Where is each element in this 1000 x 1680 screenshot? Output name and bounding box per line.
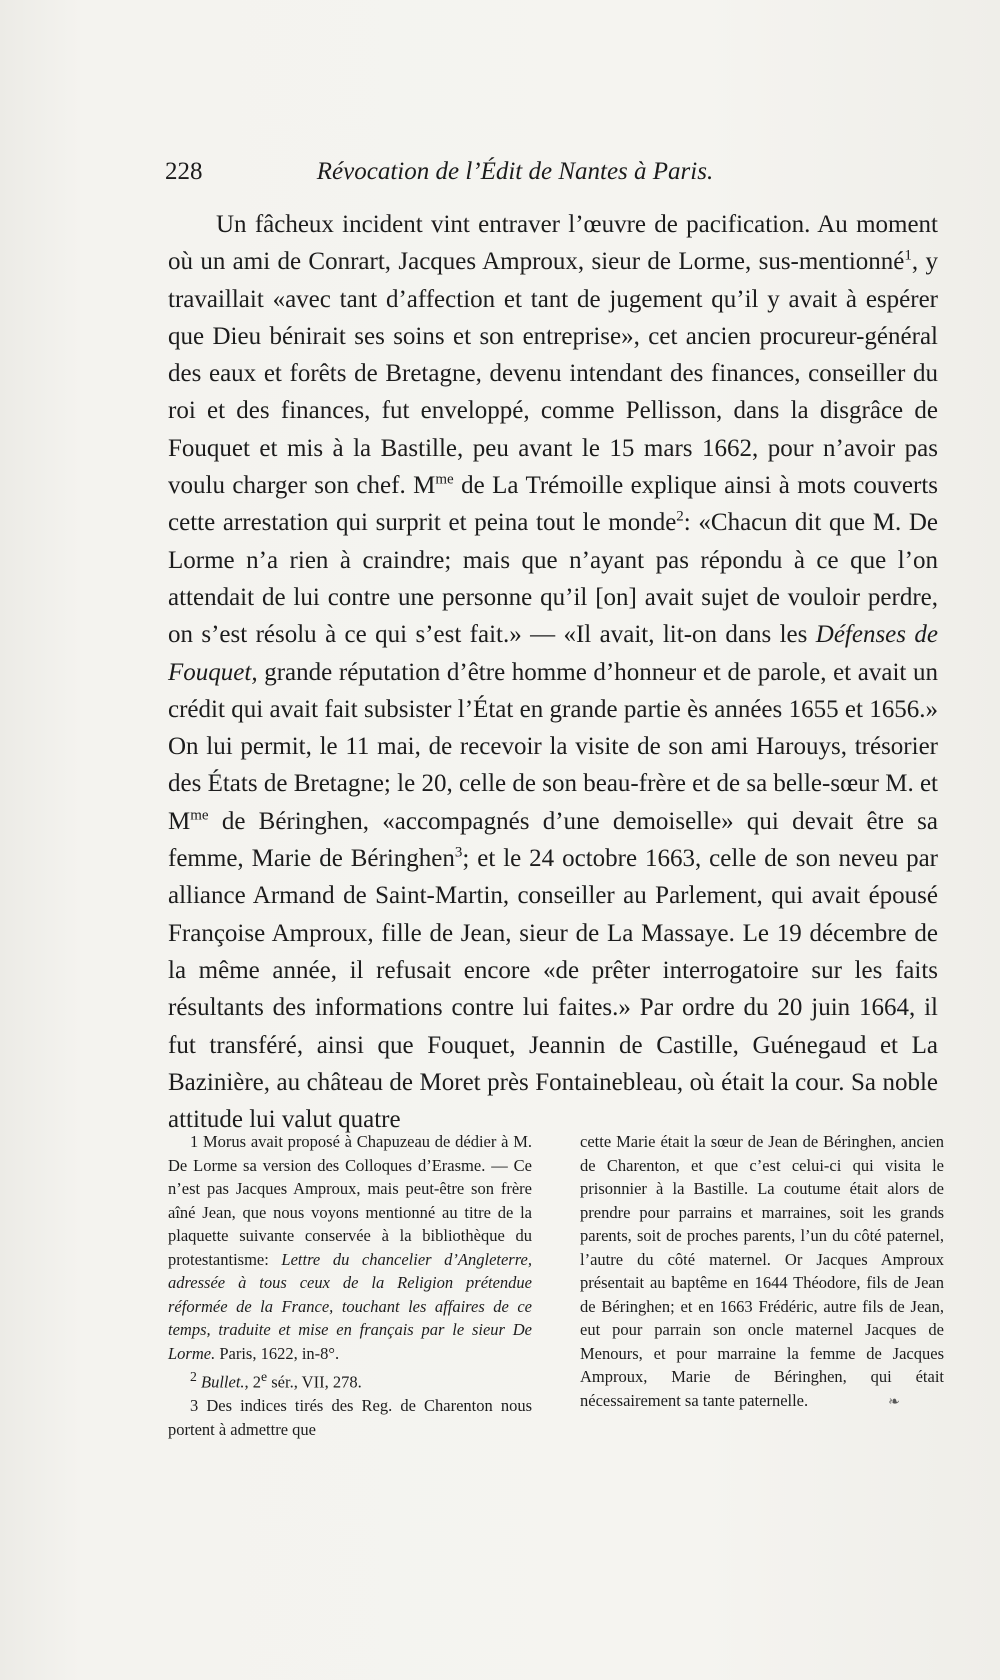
footnote-column-right bbox=[580, 1130, 944, 1441]
fleuron-ornament: ❧ bbox=[888, 1394, 900, 1410]
work-title: Défenses de Fouquet, bbox=[168, 621, 938, 686]
footnote-ref-3[interactable]: 3 bbox=[454, 844, 463, 861]
page-header bbox=[165, 158, 825, 194]
paragraph: Un fâcheux incident vint entraver l’œuvre de pacification. Au moment où un ami de Conrart, Jacques Amproux, sieur de Lorme, sus-mentionné$^1$, y travaillait «avec tant d’affection et tant de jugement qu’il y avait à espérer que Dieu bénirait ses soins et son entreprise», cet ancien procureur-général des eaux et forêts de Bretagne, devenu intendant des finances, conseiller du roi et des finances, fut enveloppé, comme Pellisson, dans la disgrâce de Fouquet et mis à la Bastille, peu avant le 15 mars 1662, pour n’avoir pas voulu charger son chef. $M^{me}$ de La Trémoille explique ainsi à mots couverts cette arrestation qui surprit et peina tout le monde$^2$: «Chacun dit que M. De Lorme n’a rien à craindre; mais que n’ayant pas répondu à ce que l’on attendait de lui contre une personne qu’il [on] avait sujet de vouloir perdre, on s’est résolu à ce qui s’est fait.» — «Il avait, lit-on dans les Défenses de Fouquet, grande réputation d’être homme d’honneur et de parole, et avait un crédit qui avait fait subsister l’État en grande partie ès années 1655 et 1656.» On lui permit, le 11 mai, de recevoir la visite de son ami Harouys, trésorier des États de Bretagne; le 20, celle de son beau-frère et de sa belle-sœur M. et $M^{me}$ de Béringhen, «accompagnés d’une demoiselle» qui devait être sa femme, Marie de Béringhen$^3$; et le 24 octobre 1663, celle de son neveu par alliance Armand de Saint-Martin, conseiller au Parlement, qui avait épousé Françoise Amproux, fille de Jean, sieur de La Massaye. Le 19 décembre de la même année, il refusait encore «de prêter interrogatoire sur les faits résultants des informations contre lui faites.» Par ordre du 20 juin 1664, il fut transféré, ainsi que Fouquet, Jeannin de Castille, Guénegaud et La Bazinière, au château de Moret près Fontainebleau, où était la cour. Sa noble attitude lui valut quatre bbox=[168, 211, 938, 1134]
footnote-ref-2[interactable]: 2 bbox=[676, 509, 684, 526]
running-title: Révocation de l’Édit de Nantes à Paris. bbox=[316, 158, 714, 185]
footnote-ref-1[interactable]: 1 bbox=[904, 247, 912, 264]
page-number: 228 bbox=[165, 158, 203, 185]
footnotes bbox=[168, 1130, 944, 1441]
footnote-3-continued: cette Marie était la sœur de Jean de Béringhen, ancien de Charenton, et que c’est celui-ci qui visita le prisonnier à la Bastille. La coutume était alors de prendre pour parrains et marraines, soit les grands parents, soit de proches parents, l’un du côté paternel, l’autre du côté maternel. Or Jacques Amproux présentait au baptême en 1644 Théodore, fils de Jean de Béringhen; et en 1663 Frédéric, autre fils de Jean, eut pour parrain son oncle maternel Jacques de Menours, et pour marraine la femme de Jacques Amproux, Marie de Béringhen, qui était nécessairement sa tante paternelle. ❧ bbox=[580, 1130, 944, 1414]
footnote-2: $^2$ Bullet., 2e sér., VII, 278. bbox=[190, 1369, 362, 1392]
footnote-1: 1 Morus avait proposé à Chapuzeau de dédier à M. De Lorme sa version des Colloques d’Erasme. — Ce n’est pas Jacques Amproux, mais peut-être son frère aîné Jean, que nous voyons mentionné au titre de la plaquette suivante conservée à la bibliothèque du protestantisme: Lettre du chancelier d’Angleterre, adressée à tous ceux de la Religion prétendue réformée de la France, touchant les affaires de ce temps, traduite et mise en français par le sieur De Lorme. Paris, 1622, in-8°. bbox=[168, 1132, 532, 1363]
footnote-column-left bbox=[168, 1130, 532, 1441]
main-text bbox=[168, 206, 938, 1138]
footnote-3: 3 Des indices tirés des Reg. de Charenton nous portent à admettre que bbox=[168, 1396, 532, 1439]
